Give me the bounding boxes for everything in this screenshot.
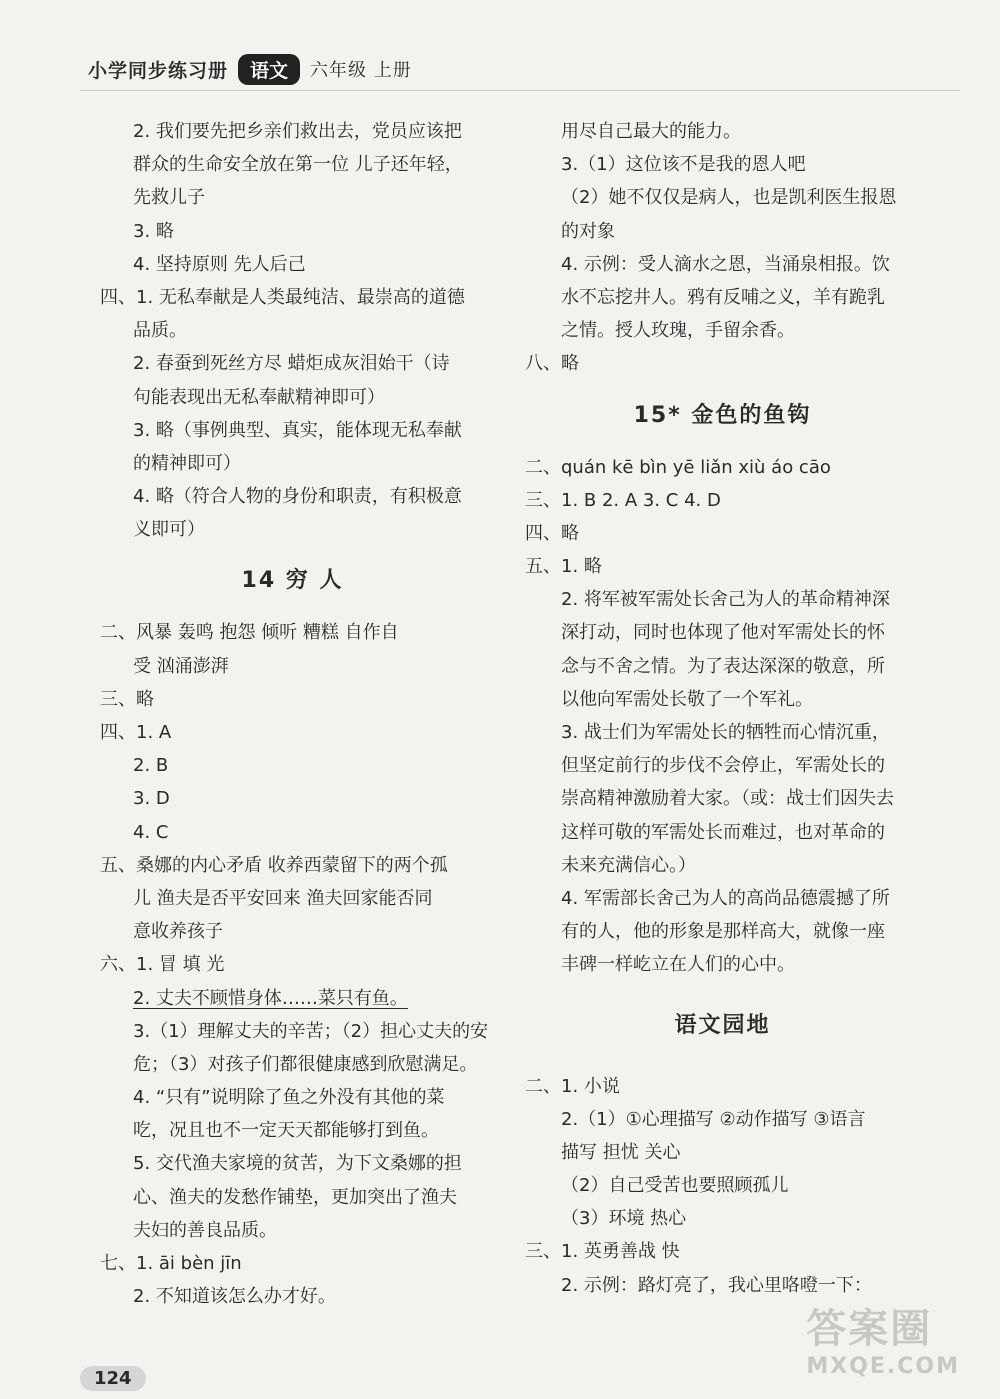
answer-line: 3.（1）这位该不是我的恩人吧 bbox=[561, 154, 806, 176]
answer-line: 2. 示例：路灯亮了，我心里咯噔一下： bbox=[561, 1274, 872, 1296]
answer-line: 义即可） bbox=[133, 519, 205, 541]
answer-line: 五、1. 略 bbox=[525, 556, 602, 578]
answer-line: 品质。 bbox=[133, 320, 187, 342]
answer-line: 二、1. 小说 bbox=[525, 1075, 620, 1097]
answer-line: 念与不舍之情。为了表达深深的敬意，所 bbox=[561, 655, 885, 677]
answer-line: 2. B bbox=[133, 755, 169, 777]
watermark-logo bbox=[806, 1297, 960, 1379]
page-number: 124 bbox=[80, 1366, 146, 1391]
answer-line: 2.（1）①心理描写 ②动作描写 ③语言 bbox=[561, 1108, 866, 1130]
answer-line: 水不忘挖井人。鸦有反哺之义，羊有跪乳 bbox=[561, 286, 885, 308]
watermark-sub: MXQE.COM bbox=[806, 1354, 960, 1379]
answer-line: 意收养孩子 bbox=[133, 921, 223, 943]
answer-line: 句能表现出无私奉献精神即可） bbox=[133, 386, 385, 408]
answer-line: 先救儿子 bbox=[133, 187, 205, 209]
section-14-answers bbox=[100, 616, 489, 1313]
answer-line: 2. 将军被军需处长舍己为人的革命精神深 bbox=[561, 589, 890, 611]
answer-line: 有的人，他的形象是那样高大，就像一座 bbox=[561, 921, 885, 943]
header-divider bbox=[80, 90, 960, 91]
answer-line: 六、1. 冒 填 光 bbox=[100, 954, 225, 976]
answer-line: 4. 略（符合人物的身份和职责，有积极意 bbox=[133, 486, 462, 508]
answer-line: 这样可敬的军需处长而难过，也对革命的 bbox=[561, 821, 885, 843]
answer-line: 二、quán kē bìn yē liǎn xiù áo cāo bbox=[525, 456, 831, 478]
answer-line: 之情。授人玫瑰，手留余香。 bbox=[561, 320, 795, 342]
answer-line: 七、1. āi bèn jīn bbox=[100, 1253, 242, 1274]
answer-line: 3.（1）理解丈夫的辛苦；（2）担心丈夫的安 bbox=[133, 1020, 489, 1042]
answer-line: 心、渔夫的发愁作铺垫，更加突出了渔夫 bbox=[133, 1186, 457, 1208]
answer-line: 受 汹涌澎湃 bbox=[133, 655, 229, 677]
answer-line: 深打动，同时也体现了他对军需处长的怀 bbox=[561, 622, 885, 644]
answer-line: 夫妇的善良品质。 bbox=[133, 1219, 277, 1241]
answer-line: 4. 军需部长舍己为人的高尚品德震撼了所 bbox=[561, 887, 890, 909]
right-column bbox=[525, 115, 920, 1302]
answer-line: 2. 春蚕到死丝方尽 蜡炬成灰泪始干（诗 bbox=[133, 353, 450, 375]
section-title-garden: 语文园地 bbox=[674, 1012, 771, 1038]
answer-line: 未来充满信心。） bbox=[561, 854, 696, 876]
answer-line: 3. D bbox=[133, 788, 170, 810]
section-title-14: 14 穷 人 bbox=[241, 568, 344, 594]
answer-line: 四、1. A bbox=[100, 722, 172, 743]
answer-line: 的精神即可） bbox=[133, 452, 241, 474]
book-title: 小学同步练习册 bbox=[88, 59, 229, 82]
answer-line: 三、略 bbox=[100, 688, 154, 710]
answer-line: 5. 交代渔夫家境的贫苦，为下文桑娜的担 bbox=[133, 1153, 462, 1175]
answer-line: 丰碑一样屹立在人们的心中。 bbox=[561, 954, 795, 976]
answer-line: 崇高精神激励着大家。（或：战士们因失去 bbox=[561, 788, 894, 810]
page-header bbox=[88, 52, 412, 86]
left-answers bbox=[100, 115, 485, 546]
section-title-15: 15* 金色的鱼钩 bbox=[633, 402, 812, 428]
grade-label: 六年级 上册 bbox=[310, 60, 412, 81]
answer-line: 3. 略（事例典型、真实，能体现无私奉献 bbox=[133, 419, 462, 441]
answer-line: 但坚定前行的步伐不会停止，军需处长的 bbox=[561, 755, 885, 777]
answer-line: 3. 战士们为军需处长的牺牲而心情沉重， bbox=[561, 722, 890, 743]
watermark-main: 答案圈 bbox=[806, 1306, 933, 1352]
section-15-answers bbox=[525, 451, 920, 982]
answer-line: 以他向军需处长敬了一个军礼。 bbox=[561, 688, 813, 710]
answer-line: 吃，况且也不一定天天都能够打到鱼。 bbox=[133, 1120, 439, 1142]
answer-line: 2. 丈夫不顾惜身体……菜只有鱼。 bbox=[133, 987, 408, 1009]
answer-line: 四、略 bbox=[525, 522, 579, 544]
answer-line: 危；（3）对孩子们都很健康感到欣慰满足。 bbox=[133, 1053, 478, 1075]
garden-answers bbox=[525, 1070, 920, 1302]
answer-line: （2）自己受苦也要照顾孤儿 bbox=[561, 1175, 789, 1197]
answer-line: 4. C bbox=[133, 821, 169, 843]
answer-line: 儿 渔夫是否平安回来 渔夫回家能否同 bbox=[133, 887, 433, 909]
answer-line: （3）环境 热心 bbox=[561, 1208, 687, 1230]
left-column bbox=[100, 115, 489, 1313]
answer-line: 五、桑娜的内心矛盾 收养西蒙留下的两个孤 bbox=[100, 854, 448, 876]
answer-line: 三、1. 英勇善战 快 bbox=[525, 1241, 680, 1263]
answer-line: 八、略 bbox=[525, 353, 579, 375]
answer-line: 4. 坚持原则 先人后己 bbox=[133, 253, 306, 275]
answer-line: 四、1. 无私奉献是人类最纯洁、最崇高的道德 bbox=[100, 286, 465, 308]
answer-line: 2. 我们要先把乡亲们救出去，党员应该把 bbox=[133, 121, 462, 142]
answer-line: 用尽自己最大的能力。 bbox=[561, 121, 741, 142]
answer-line: 3. 略 bbox=[133, 220, 174, 242]
answer-line: 的对象 bbox=[561, 220, 615, 242]
answer-line: 三、1. B 2. A 3. C 4. D bbox=[525, 489, 721, 511]
answer-line: 2. 不知道该怎么办才好。 bbox=[133, 1286, 336, 1308]
right-answers bbox=[525, 115, 920, 381]
answer-line: 描写 担忧 关心 bbox=[561, 1141, 681, 1163]
answer-line: 4. “只有”说明除了鱼之外没有其他的菜 bbox=[133, 1087, 445, 1109]
answer-line: 二、风暴 轰鸣 抱怨 倾听 糟糕 自作自 bbox=[100, 622, 399, 644]
subject-badge: 语文 bbox=[238, 54, 300, 85]
answer-line: 4. 示例：受人滴水之恩，当涌泉相报。饮 bbox=[561, 253, 890, 275]
answer-line: 群众的生命安全放在第一位 儿子还年轻， bbox=[133, 154, 463, 176]
answer-line: （2）她不仅仅是病人，也是凯利医生报恩 bbox=[561, 187, 897, 209]
